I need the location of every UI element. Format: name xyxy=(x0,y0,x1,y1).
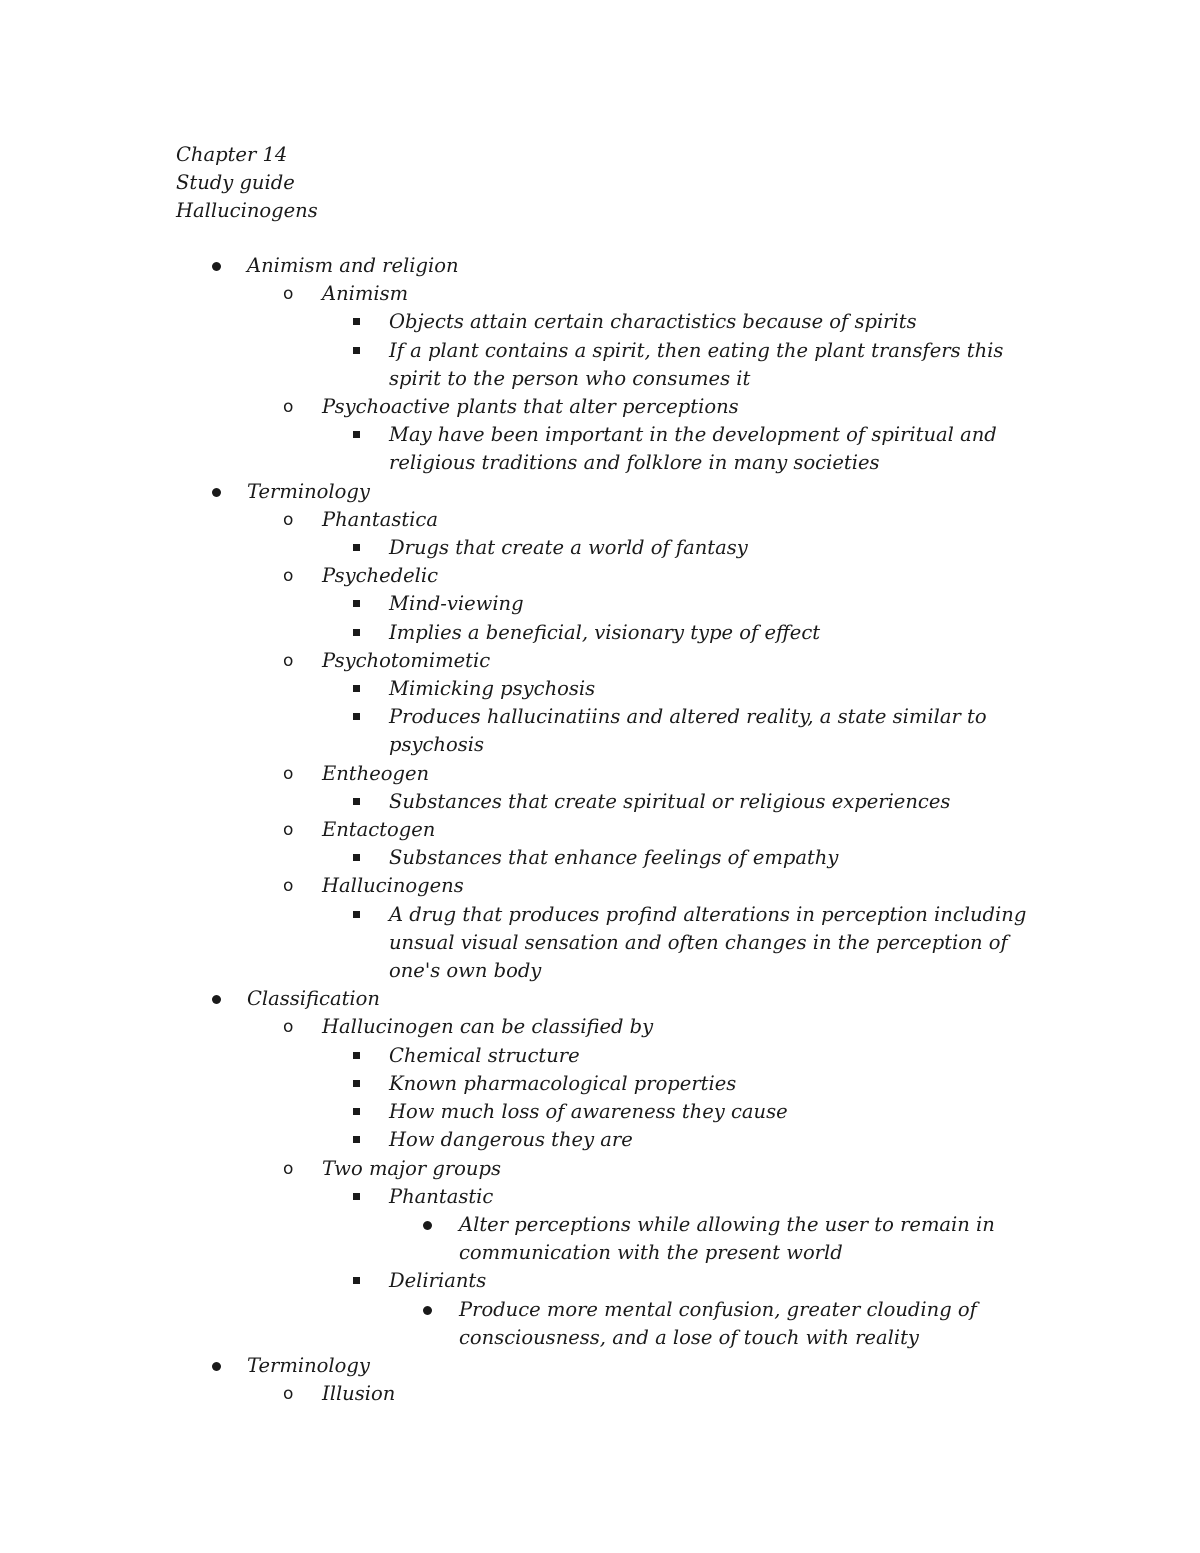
bullet-square-icon xyxy=(353,1052,360,1059)
bullet-circle-icon: o xyxy=(283,650,294,671)
outline-item-level-2 xyxy=(0,280,1200,308)
outline-item-level-3 xyxy=(0,534,1200,562)
outline-item-level-2 xyxy=(0,506,1200,534)
outline-item-level-3 xyxy=(0,901,1200,986)
outline-item-level-2 xyxy=(0,393,1200,421)
study-guide-heading: Study guide xyxy=(176,171,295,194)
outline-item-level-3 xyxy=(0,308,1200,336)
outline-item-level-3 xyxy=(0,1098,1200,1126)
outline-item-level-2 xyxy=(0,1155,1200,1183)
outline-item-level-2 xyxy=(0,647,1200,675)
bullet-square-icon xyxy=(353,911,360,918)
bullet-square-icon xyxy=(353,629,360,636)
outline-item-level-2 xyxy=(0,1380,1200,1408)
outline-item-text: Objects attain certain charactistics because of spirits xyxy=(389,310,917,334)
bullet-square-icon xyxy=(353,347,360,354)
outline-item-level-3 xyxy=(0,1042,1200,1070)
outline-item-level-4 xyxy=(0,1296,1200,1352)
outline-item-level-3 xyxy=(0,421,1200,477)
outline-item-text: Known pharmacological properties xyxy=(389,1071,737,1095)
outline-item-level-2 xyxy=(0,562,1200,590)
bullet-circle-icon: o xyxy=(283,509,294,530)
outline-item-text: Phantastic xyxy=(389,1184,494,1208)
bullet-square-icon xyxy=(353,1277,360,1284)
outline-item-text: Psychoactive plants that alter perceptions xyxy=(322,395,739,419)
outline-item-text: If a plant contains a spirit, then eating the plant transfers this spirit to the person who consumes it xyxy=(389,338,1004,390)
outline-item-text: Mimicking psychosis xyxy=(389,677,596,701)
chapter-heading: Chapter 14 xyxy=(176,143,288,166)
outline-item-text: Phantastica xyxy=(322,507,438,531)
outline-item-text: Deliriants xyxy=(389,1269,487,1293)
outline-item-level-1 xyxy=(0,1352,1200,1380)
outline-item-level-1 xyxy=(0,478,1200,506)
bullet-square-icon xyxy=(353,544,360,551)
bullet-circle-icon: o xyxy=(283,876,294,897)
bullet-square-icon xyxy=(353,1193,360,1200)
bullet-disc-icon xyxy=(212,995,221,1004)
outline-item-level-3 xyxy=(0,788,1200,816)
bullet-square-icon xyxy=(353,685,360,692)
bullet-circle-icon: o xyxy=(283,566,294,587)
outline-item-text: A drug that produces profind alterations in perception including unsual visual sensation and often changes in the perception of one's own body xyxy=(389,902,1027,983)
outline-item-text: Produces hallucinatiins and altered reality, a state similar to psychosis xyxy=(389,705,987,757)
bullet-square-icon xyxy=(353,1136,360,1143)
outline-item-text: Implies a beneficial, visionary type of effect xyxy=(389,620,821,644)
outline-item-text: Substances that enhance feelings of empathy xyxy=(389,846,839,870)
outline-item-text: How dangerous they are xyxy=(389,1128,633,1152)
outline-item-level-3 xyxy=(0,1126,1200,1154)
outline-item-level-3 xyxy=(0,1183,1200,1211)
bullet-circle-icon: o xyxy=(283,1017,294,1038)
topic-heading: Hallucinogens xyxy=(176,199,318,222)
outline-item-text: Classification xyxy=(247,987,380,1011)
bullet-disc-icon xyxy=(212,262,221,271)
outline-item-level-2 xyxy=(0,872,1200,900)
outline-item-level-3 xyxy=(0,1267,1200,1295)
bullet-circle-icon: o xyxy=(283,284,294,305)
outline-item-level-4 xyxy=(0,1211,1200,1267)
document-header xyxy=(176,141,318,225)
outline-item-text: Hallucinogen can be classified by xyxy=(322,1015,654,1039)
outline-item-text: Animism xyxy=(322,282,409,306)
outline-item-level-3 xyxy=(0,703,1200,759)
outline-item-level-3 xyxy=(0,675,1200,703)
outline-item-text: Alter perceptions while allowing the user to remain in communication with the present world xyxy=(459,1212,995,1265)
outline-item-level-3 xyxy=(0,619,1200,647)
outline-item-text: Substances that create spiritual or religious experiences xyxy=(389,789,951,813)
outline-item-text: How much loss of awareness they cause xyxy=(389,1100,788,1124)
bullet-circle-icon: o xyxy=(283,820,294,841)
outline-item-level-2 xyxy=(0,816,1200,844)
outline-item-text: Produce more mental confusion, greater clouding of consciousness, and a lose of touch with reality xyxy=(459,1297,977,1349)
outline-item-level-3 xyxy=(0,590,1200,618)
bullet-disc-icon xyxy=(423,1221,432,1230)
outline-item-level-2 xyxy=(0,1013,1200,1041)
outline-item-level-2 xyxy=(0,760,1200,788)
bullet-square-icon xyxy=(353,1080,360,1087)
bullet-square-icon xyxy=(353,600,360,607)
bullet-square-icon xyxy=(353,798,360,805)
outline-item-text: Illusion xyxy=(322,1382,396,1406)
outline-item-text: Mind-viewing xyxy=(389,592,524,616)
bullet-disc-icon xyxy=(212,1362,221,1371)
outline-list xyxy=(0,252,1200,1408)
outline-item-level-1 xyxy=(0,985,1200,1013)
outline-item-level-3 xyxy=(0,337,1200,393)
bullet-disc-icon xyxy=(423,1306,432,1315)
outline-item-text: Animism and religion xyxy=(247,254,459,277)
outline-item-text: Psychedelic xyxy=(322,564,439,588)
bullet-circle-icon: o xyxy=(283,397,294,418)
outline-item-text: Two major groups xyxy=(322,1156,501,1180)
outline-item-text: Drugs that create a world of fantasy xyxy=(389,536,748,560)
outline-item-text: Entheogen xyxy=(322,761,430,785)
bullet-square-icon xyxy=(353,431,360,438)
outline-item-text: May have been important in the development of spiritual and religious traditions and folklore in many societies xyxy=(389,423,997,475)
bullet-square-icon xyxy=(353,1108,360,1115)
outline-item-text: Psychotomimetic xyxy=(322,648,491,672)
bullet-circle-icon: o xyxy=(283,1158,294,1179)
bullet-square-icon xyxy=(353,854,360,861)
bullet-circle-icon: o xyxy=(283,763,294,784)
outline-item-text: Terminology xyxy=(247,479,370,503)
outline-item-level-1 xyxy=(0,252,1200,280)
outline-item-level-3 xyxy=(0,1070,1200,1098)
outline-item-text: Terminology xyxy=(247,1353,370,1377)
bullet-square-icon xyxy=(353,713,360,720)
bullet-circle-icon: o xyxy=(283,1384,294,1405)
outline-item-text: Chemical structure xyxy=(389,1043,580,1067)
bullet-square-icon xyxy=(353,318,360,325)
bullet-disc-icon xyxy=(212,488,221,497)
outline-item-level-3 xyxy=(0,844,1200,872)
outline-item-text: Hallucinogens xyxy=(322,874,464,898)
outline-item-text: Entactogen xyxy=(322,818,436,842)
